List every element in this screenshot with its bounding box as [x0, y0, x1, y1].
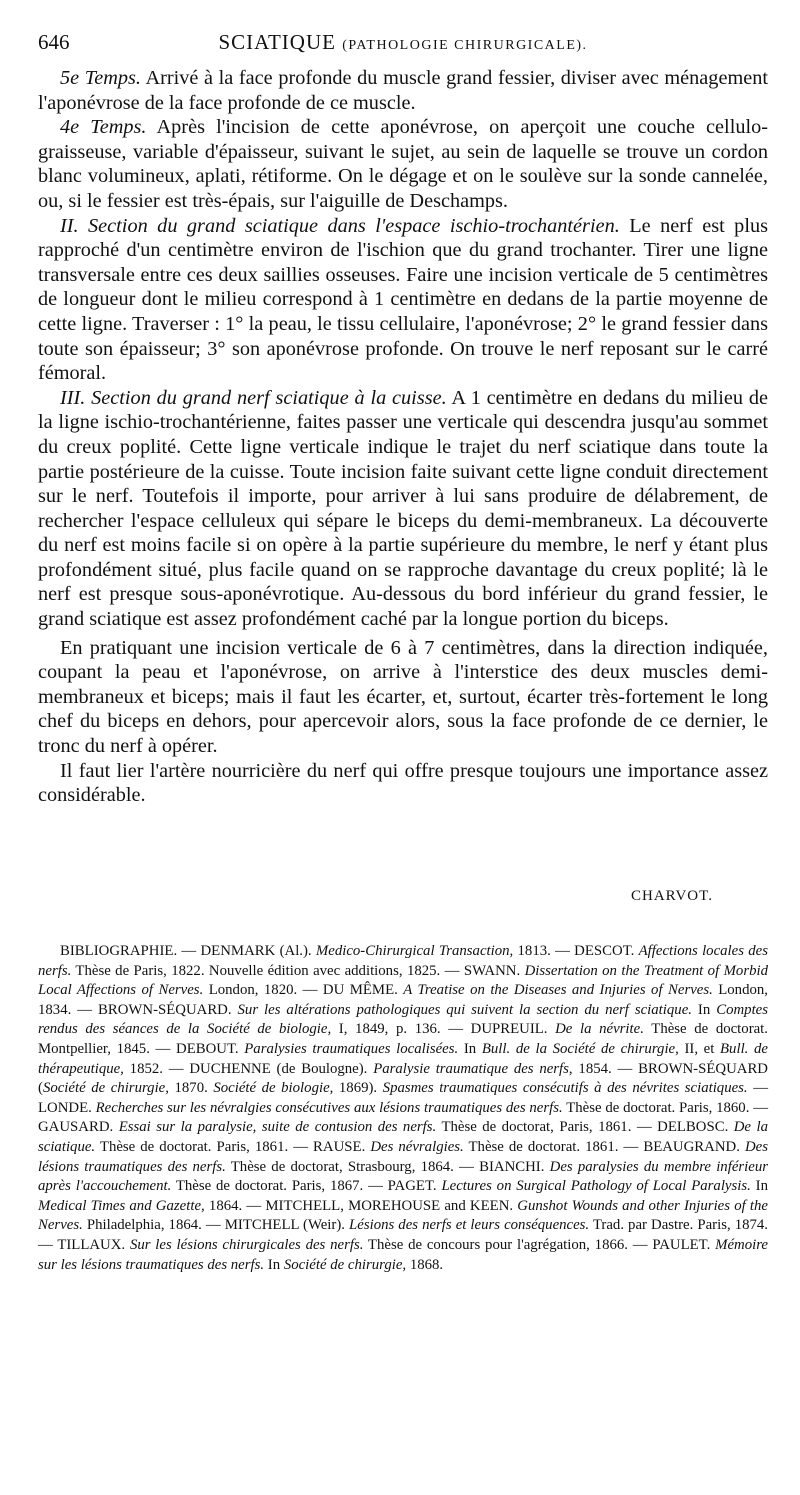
biblio-text: — DENMARK (Al.).: [177, 943, 316, 959]
biblio-text: London, 1820. — DU MÊME.: [203, 982, 404, 999]
running-title-subtitle: (PATHOLOGIE CHIRURGICALE).: [342, 38, 588, 53]
biblio-text: Thèse de concours pour l'agrégation, 1866. — PAULET.: [363, 1236, 716, 1253]
biblio-text: 1868.: [406, 1256, 444, 1273]
section-heading: II. Section du grand sciatique dans l'espace ischio-trochantérien.: [60, 214, 620, 237]
biblio-text: Thèse de doctorat. 1861. — BEAUGRAND.: [463, 1138, 745, 1155]
running-title-main: SCIATIQUE: [218, 30, 336, 54]
biblio-text: Thèse de doctorat, Paris, 1861. — DELBOSC.: [436, 1119, 734, 1136]
biblio-title: Gunshot Wounds and other Injuries of the Nerves.: [38, 1197, 768, 1234]
biblio-text: II, et: [678, 1040, 721, 1057]
biblio-title: Recherches sur les névralgies consécutives aux lésions traumatiques des nerfs.: [95, 1099, 563, 1116]
biblio-title: Affections locales des nerfs.: [38, 943, 768, 979]
paragraph-text: Le nerf est plus rapproché d'un centimètre environ de l'ischion que du grand trochanter. Tirer une ligne transversale entre ces deux saillies osseuses. Faire une incision verticale de 5 centimètres de longueur dont le milieu correspond à 1 centimètre en dedans de la partie moyenne de cette ligne. Traverser : 1° la peau, le tissu cellulaire, l'aponévrose; 2° le grand fessier dans toute son épaisseur; 3° son aponévrose profonde. On trouve le nerf reposant sur le carré fémoral.: [38, 214, 768, 385]
biblio-title: Lésions des nerfs et leurs conséquences.: [349, 1217, 590, 1234]
biblio-title: Dissertation on the Treatment of Morbid Local Affections of Nerves.: [38, 962, 768, 999]
biblio-text: Thèse de Paris, 1822. Nouvelle édition avec additions, 1825. — SWANN.: [71, 962, 525, 979]
biblio-title: De la névrite.: [555, 1021, 644, 1038]
biblio-title: Medical Times and Gazette,: [38, 1197, 205, 1214]
biblio-title: Essai sur la paralysie, suite de contusion des nerfs.: [118, 1119, 437, 1136]
paragraph-lead: 5e Temps.: [60, 67, 141, 89]
biblio-text: Thèse de doctorat. Paris, 1861. — RAUSE.: [95, 1138, 371, 1155]
biblio-title: Société de chirurgie,: [283, 1256, 407, 1273]
paragraph-text: A 1 centimètre en dedans du milieu de la ligne ischio-trochantérienne, faites passer une verticale qui descendra jusqu'au sommet du creux poplité. Cette ligne verticale indique le trajet du nerf sciatique dans toute la partie postérieure de la cuisse. Toute incision faite suivant cette ligne conduit directement sur le nerf. Toutefois il importe, pour arriver à lui sans produire de délabrement, de rechercher l'espace celluleux qui sépare le biceps du demi-membraneux. La découverte du nerf est moins facile si on opère à la partie supérieure du membre, le nerf y étant plus profondément situé, plus facile quand on se rapproche davantage du creux poplité; là le nerf est presque sous-aponévrotique. Au-dessous du bord inférieur du grand fessier, le grand sciatique est assez profondément caché par la longue portion du biceps.: [38, 386, 768, 631]
biblio-title: Société de biologie,: [213, 1080, 334, 1097]
biblio-text: 1870.: [168, 1080, 214, 1097]
biblio-text: Thèse de doctorat, Strasbourg, 1864. — BIANCHI.: [225, 1158, 550, 1175]
body-text: [38, 66, 768, 808]
paragraph-text: Après l'incision de cette aponévrose, on aperçoit une couche cellulo-graisseuse, variable d'épaisseur, suivant le sujet, au sein de laquelle se trouve un cordon blanc volumineux, aplati, rétiforme. On le dégage et on le soulève sur la sonde cannelée, ou, si le fessier est très-épais, sur l'aiguille de Deschamps.: [38, 116, 768, 212]
biblio-title: Des lésions traumatiques des nerfs.: [38, 1138, 768, 1175]
biblio-text: Thèse de doctorat. Paris, 1860. — GAUSARD.: [38, 1099, 768, 1136]
biblio-text: 1852. — DUCHENNE (de Boulogne).: [123, 1060, 374, 1077]
biblio-text: London, 1834. — BROWN-SÉQUARD.: [38, 982, 768, 1018]
biblio-title: Sur les lésions chirurgicales des nerfs.: [129, 1236, 364, 1253]
paragraph-5e-temps: [38, 66, 768, 115]
biblio-title: Paralysies traumatiques localisées.: [244, 1040, 459, 1057]
biblio-text: In: [750, 1178, 768, 1195]
bibliography-label: BIBLIOGRAPHIE.: [60, 943, 178, 959]
section-heading: III. Section du grand nerf sciatique à la cuisse.: [60, 386, 447, 409]
running-title: [38, 30, 768, 55]
biblio-text: Trad. par Dastre. Paris, 1874. — TILLAUX.: [38, 1217, 768, 1253]
bibliography: [38, 942, 768, 1275]
biblio-text: 1813. — DESCOT.: [513, 943, 639, 959]
biblio-title: Medico-Chirurgical Transaction,: [315, 943, 514, 959]
biblio-title: Comptes rendus des séances de la Société de biologie,: [38, 1001, 769, 1038]
section-ischio-trochanterien: [38, 214, 768, 386]
bibliography-paragraph: [38, 942, 768, 1275]
biblio-text: I, 1849, p. 136. — DUPREUIL.: [331, 1021, 556, 1038]
biblio-text: In: [264, 1256, 284, 1273]
author-signature: CHARVOT.: [631, 888, 713, 904]
biblio-title: Société de chirurgie,: [42, 1080, 169, 1097]
biblio-title: Bull. de la Société de chirurgie,: [481, 1040, 679, 1057]
biblio-text: 1864. — MITCHELL, MOREHOUSE and KEEN.: [204, 1197, 518, 1214]
paragraph-lead: 4e Temps.: [60, 116, 147, 139]
biblio-text: In: [458, 1040, 482, 1057]
paragraph-incision: En pratiquant une incision verticale de 6 à 7 centimètres, dans la direction indiquée, coupant la peau et l'aponévrose, on arrive à l'interstice des deux muscles demi-membraneux et biceps; mais il faut les écarter, et, surtout, écarter très-fortement le long chef du biceps en dehors, pour apercevoir alors, sous la face profonde de ce dernier, le tronc du nerf à opérer.: [38, 636, 768, 758]
biblio-text: 1869).: [333, 1080, 383, 1097]
biblio-title: Sur les altérations pathologiques qui suivent la section du nerf sciatique.: [237, 1001, 692, 1018]
biblio-title: A Treatise on the Diseases and Injuries of Nerves.: [403, 982, 713, 999]
biblio-title: Paralysie traumatique des nerfs,: [373, 1060, 573, 1077]
biblio-title: Spasmes traumatiques consécutifs à des névrites sciatiques.: [382, 1080, 748, 1097]
biblio-title: Lectures on Surgical Pathology of Local Paralysis.: [441, 1178, 751, 1195]
paragraph-artere: Il faut lier l'artère nourricière du nerf qui offre presque toujours une importance assez considérable.: [38, 759, 768, 807]
biblio-title: Bull. de thérapeutique,: [38, 1040, 768, 1077]
running-header: [38, 30, 768, 62]
biblio-title: Des névralgies.: [370, 1138, 464, 1155]
section-cuisse: [38, 386, 768, 632]
biblio-title: De la sciatique.: [38, 1119, 768, 1155]
biblio-text: Thèse de doctorat. Paris, 1867. — PAGET.: [171, 1178, 442, 1195]
biblio-text: Philadelphia, 1864. — MITCHELL (Weir).: [82, 1217, 350, 1234]
biblio-title: Mémoire sur les lésions traumatiques des nerfs.: [38, 1236, 768, 1273]
biblio-title: Des paralysies du membre inférieur après l'accouchement.: [38, 1158, 768, 1195]
paragraph-text: Arrivé à la face profonde du muscle grand fessier, diviser avec ménagement l'aponévrose de la face profonde de ce muscle.: [38, 67, 768, 114]
page-number: 646: [38, 30, 70, 54]
biblio-text: In: [691, 1001, 717, 1018]
paragraph-4e-temps: [38, 115, 768, 213]
biblio-text: — LONDE.: [38, 1080, 768, 1116]
biblio-text: Thèse de doctorat. Montpellier, 1845. — DEBOUT.: [38, 1021, 768, 1057]
biblio-text: 1854. — BROWN-SÉQUARD (: [38, 1060, 768, 1097]
